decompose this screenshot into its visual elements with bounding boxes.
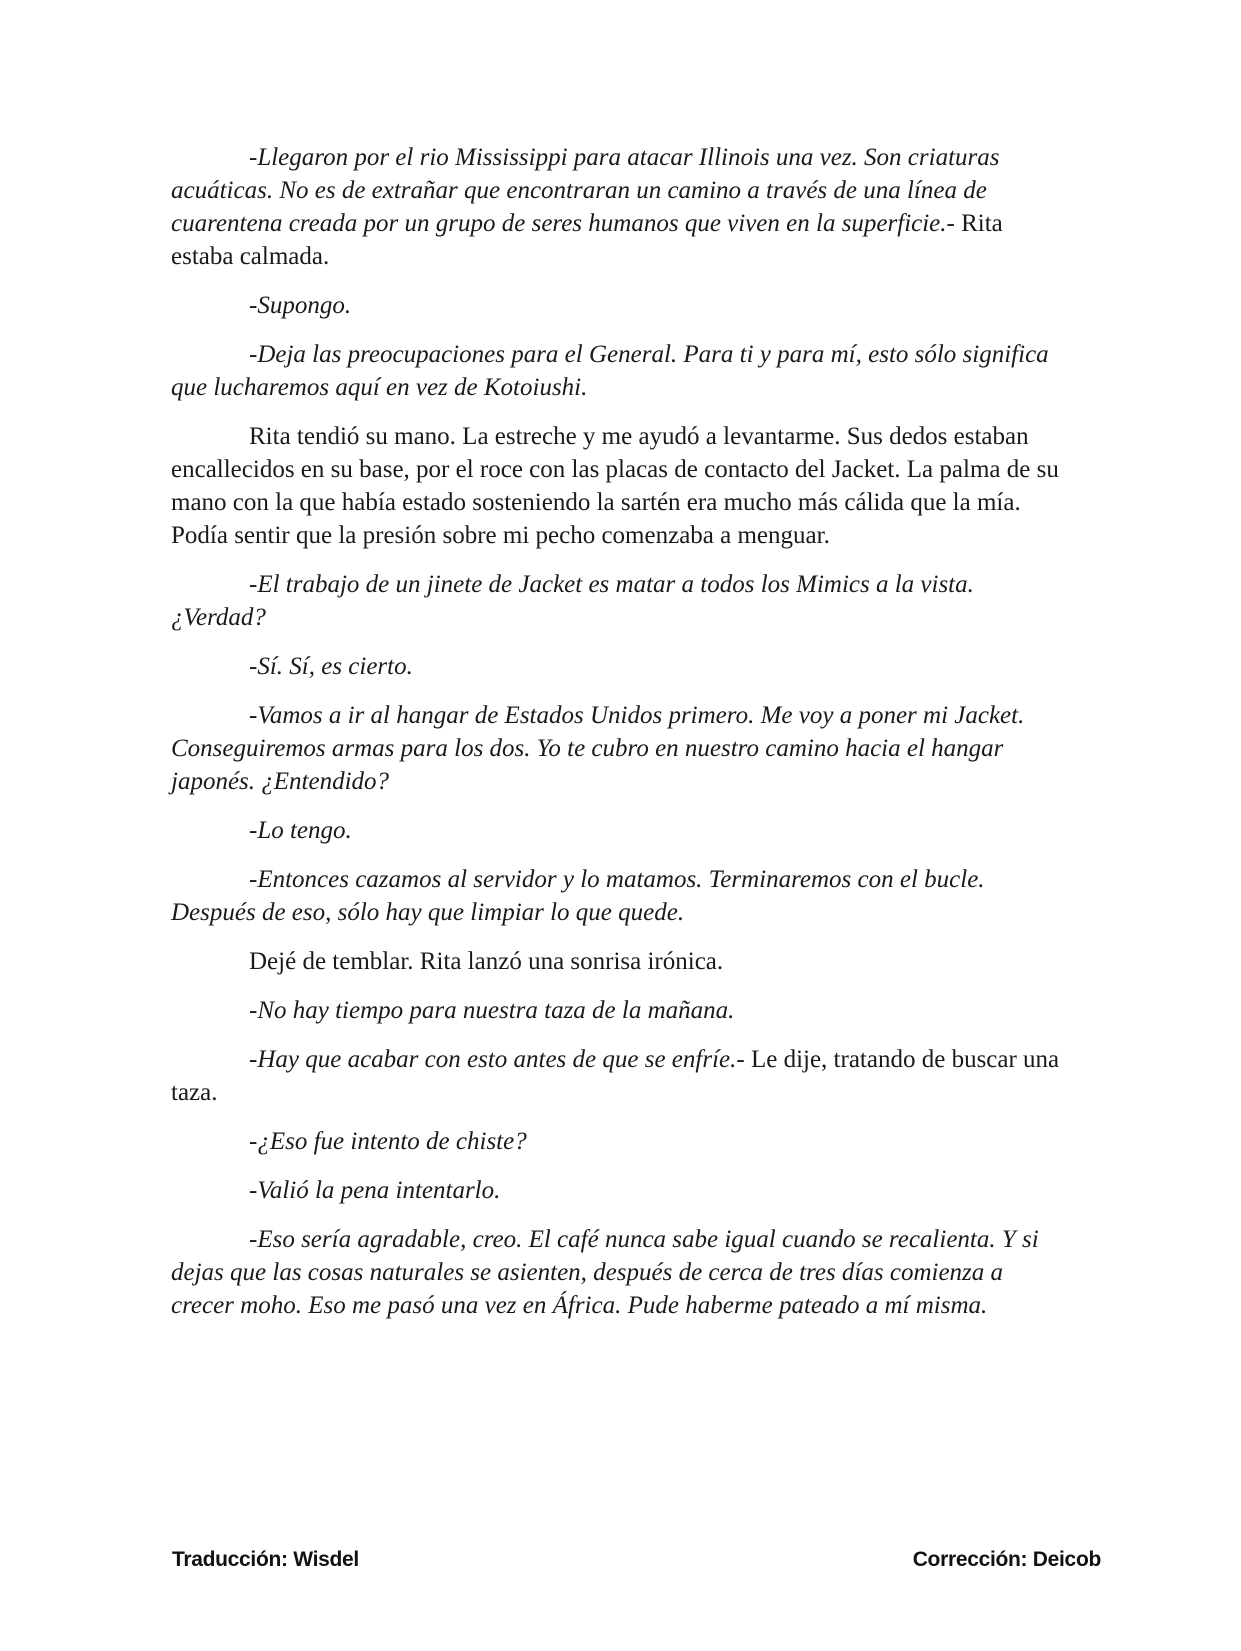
dialogue-text: -Deja las preocupaciones para el General. Para ti y para mí, esto sólo significa que lucharemos aquí en vez de Kotoiushi. [171,341,1049,401]
narration-text: Rita tendió su mano. La estreche y me ayudó a levantarme. Sus dedos estaban encallecidos en su base, por el roce con las placas de contacto del Jacket. La palma de su mano con la que había estado sosteniendo la sartén era mucho más cálida que la mía. Podía sentir que la presión sobre mi pecho comenzaba a menguar. [171,423,1059,549]
paragraph [171,289,1067,322]
dialogue-text: -Eso sería agradable, creo. El café nunca sabe igual cuando se recalienta. Y si dejas que las cosas naturales se asienten, después de cerca de tres días comienza a crecer moho. Eso me pasó una vez en África. Pude haberme pateado a mí misma. [171,1226,1039,1319]
paragraph [171,568,1067,634]
paragraph [171,420,1067,552]
paragraph [171,1125,1067,1158]
dialogue-text: -Supongo. [249,292,352,319]
dialogue-text: -¿Eso fue intento de chiste? [249,1128,527,1155]
dialogue-text: -Valió la pena intentarlo. [249,1177,501,1204]
dialogue-text: -El trabajo de un jinete de Jacket es matar a todos los Mimics a la vista. ¿Verdad? [171,571,974,631]
narration-text: Dejé de temblar. Rita lanzó una sonrisa irónica. [249,948,724,975]
paragraph [171,863,1067,929]
dialogue-text: -No hay tiempo para nuestra taza de la mañana. [249,997,735,1024]
dialogue-text: -Lo tengo. [249,817,352,844]
paragraph [171,1174,1067,1207]
paragraph [171,650,1067,683]
dialogue-text: -Vamos a ir al hangar de Estados Unidos primero. Me voy a poner mi Jacket. Conseguiremos armas para los dos. Yo te cubro en nuestro camino hacia el hangar japonés. ¿Entendido? [171,702,1025,795]
paragraph [171,814,1067,847]
page-content [171,141,1067,1338]
dialogue-text: -Hay que acabar con esto antes de que se enfríe.- [249,1046,745,1073]
narration-text: Le dije, tratando de buscar una taza. [171,1046,1060,1106]
correction-credit: Corrección: Deicob [912,1548,1101,1571]
narration-text: Rita estaba calmada. [171,210,1003,270]
paragraph [171,338,1067,404]
paragraph [171,1223,1067,1322]
paragraph [171,1043,1067,1109]
dialogue-text: -Sí. Sí, es cierto. [249,653,413,680]
paragraph [171,141,1067,273]
dialogue-text: -Llegaron por el rio Mississippi para atacar Illinois una vez. Son criaturas acuáticas. No es de extrañar que encontraran un camino a través de una línea de cuarentena creada por un grupo de seres humanos que viven en la superficie.- [171,144,1000,237]
paragraph [171,994,1067,1027]
page-footer [172,1548,1101,1572]
paragraph [171,945,1067,978]
paragraph [171,699,1067,798]
dialogue-text: -Entonces cazamos al servidor y lo matamos. Terminaremos con el bucle. Después de eso, sólo hay que limpiar lo que quede. [171,866,985,926]
translation-credit: Traducción: Wisdel [172,1548,359,1571]
